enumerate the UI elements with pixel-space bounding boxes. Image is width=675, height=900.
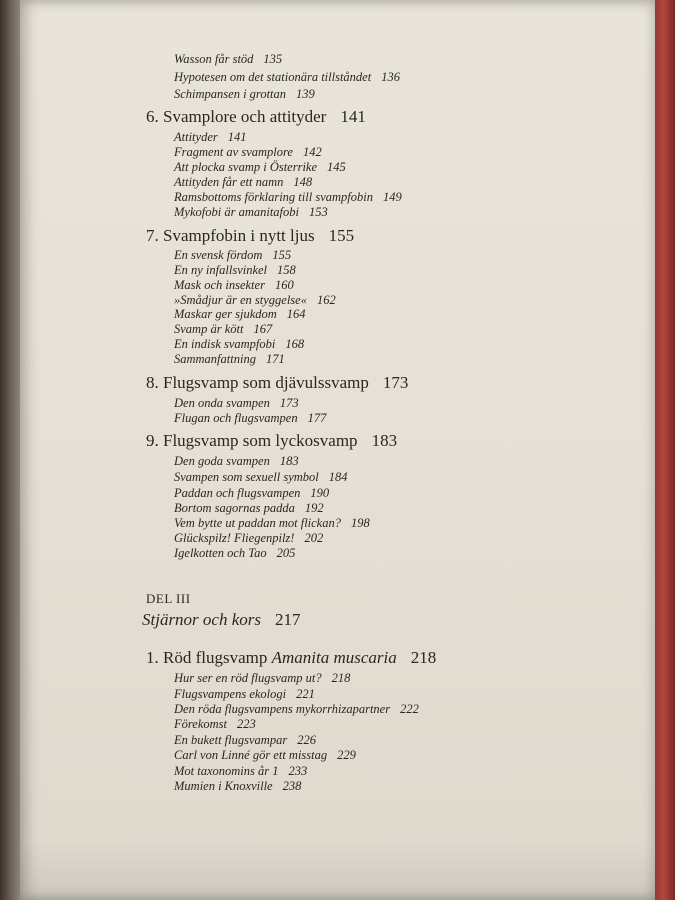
toc-entry: Ramsbottoms förklaring till svampfobin 149	[174, 190, 402, 204]
toc-entry: En svensk fördom 155	[174, 248, 292, 262]
toc-entry: Flugsvampens ekologi 221	[174, 687, 315, 701]
part-label: DEL III	[146, 591, 191, 606]
toc-entry: Den röda flugsvampens mykorrhizapartner 222	[174, 702, 419, 716]
toc-entry: Bortom sagornas padda 192	[174, 501, 324, 515]
toc-entry: Fragment av svamplore 142	[174, 145, 322, 159]
part-title: Stjärnor och kors 217	[142, 610, 301, 629]
chapter-heading: 6. Svamplore och attityder 141	[146, 107, 366, 126]
chapter-heading: 8. Flugsvamp som djävulssvamp 173	[146, 373, 409, 392]
toc-entry: Hur ser en röd flugsvamp ut? 218	[174, 671, 351, 685]
toc-entry: En ny infallsvinkel 158	[174, 263, 296, 277]
toc-entry: Attityden får ett namn 148	[174, 175, 313, 189]
chapter-heading: 1. Röd flugsvamp Amanita muscaria 218	[146, 648, 437, 667]
toc-entry: Maskar ger sjukdom 164	[174, 307, 306, 321]
toc-entry: Wasson får stöd 135	[174, 52, 283, 66]
toc-entry: Den onda svampen 173	[174, 396, 299, 410]
toc-entry: Igelkotten och Tao 205	[174, 546, 296, 560]
toc-entry: Mask och insekter 160	[174, 278, 294, 292]
toc-entry: En indisk svampfobi 168	[174, 337, 305, 351]
toc-entry: Glückspilz! Fliegenpilz! 202	[174, 531, 324, 545]
toc-entry: Den goda svampen 183	[174, 454, 299, 468]
toc-entry: Mot taxonomins år 1 233	[174, 764, 308, 778]
toc-entry: »Smådjur är en styggelse« 162	[174, 293, 336, 307]
toc-entry: Svamp är kött 167	[174, 322, 273, 336]
toc-entry: Förekomst 223	[174, 717, 256, 731]
toc-entry: Mykofobi är amanitafobi 153	[174, 205, 328, 219]
chapter-heading: 9. Flugsvamp som lyckosvamp 183	[146, 431, 398, 450]
toc-entry: En bukett flugsvampar 226	[174, 733, 316, 747]
toc-entry: Paddan och flugsvampen 190	[174, 486, 330, 500]
toc-entry: Carl von Linné gör ett misstag 229	[174, 748, 356, 762]
toc-entry: Flugan och flugsvampen 177	[174, 411, 327, 425]
chapter-heading: 7. Svampfobin i nytt ljus 155	[146, 226, 355, 245]
toc-entry: Vem bytte ut paddan mot flickan? 198	[174, 516, 370, 530]
toc-entry: Schimpansen i grottan 139	[174, 87, 315, 101]
toc-entry: Sammanfattning 171	[174, 352, 285, 366]
toc-entry: Svampen som sexuell symbol 184	[174, 470, 348, 484]
toc-entry: Hypotesen om det stationära tillståndet 136	[174, 70, 400, 84]
toc-entry: Mumien i Knoxville 238	[174, 779, 302, 793]
toc-entry: Att plocka svamp i Österrike 145	[174, 160, 346, 174]
toc-entry: Attityder 141	[174, 130, 247, 144]
